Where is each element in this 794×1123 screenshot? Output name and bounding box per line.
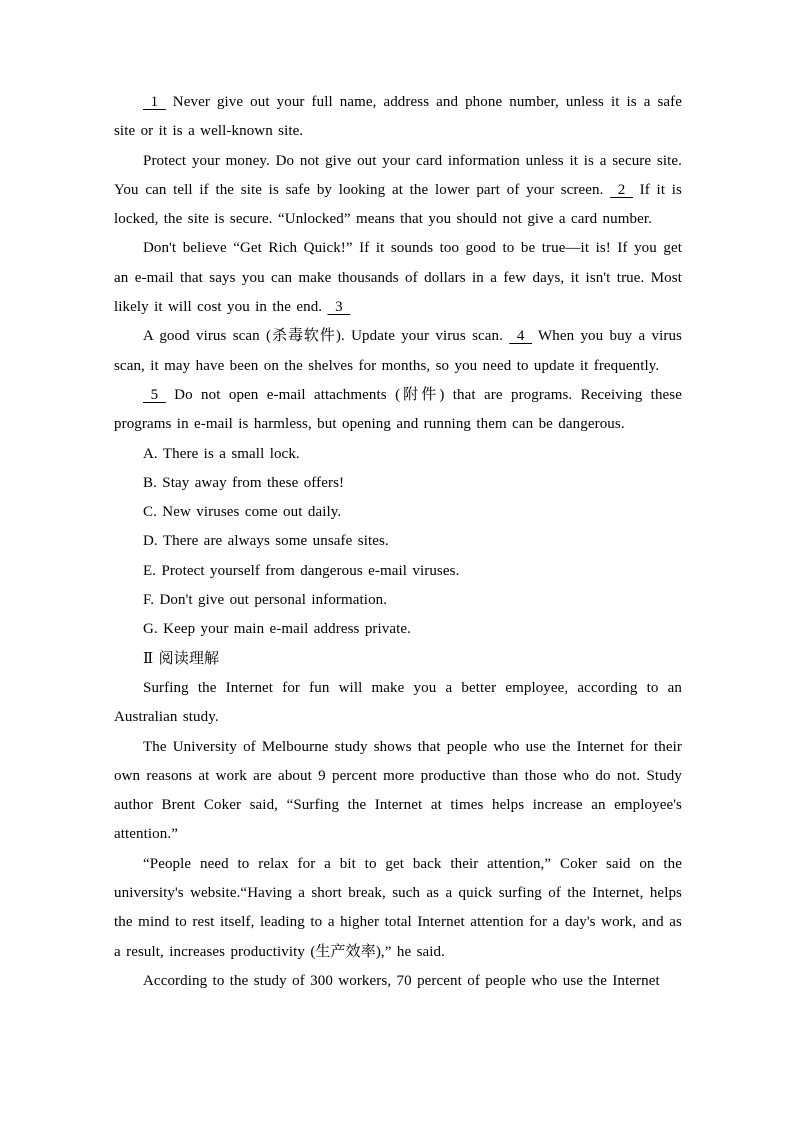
blank-1: 1: [143, 94, 166, 110]
body-paragraph: 1 Never give out your full name, address and phone number, unless it is a safe site or it is a well-known site.: [114, 94, 682, 140]
body-paragraph: A good virus scan (杀毒软件). Update your virus scan. 4 When you buy a virus scan, it may have been on the shelves for months, so you need to update it frequently.: [114, 328, 682, 374]
option-item: G. Keep your main e-mail address private.: [143, 621, 412, 638]
blank-2: 2: [610, 181, 633, 198]
option-item: E. Protect yourself from dangerous e-mail viruses.: [143, 562, 460, 579]
body-paragraph: Don't believe “Get Rich Quick!” If it sounds too good to be true—it is! If you get an e-mail that says you can make thousands of dollars in a few days, it isn't true. Most likely it will cost you in the end. 3: [114, 240, 682, 316]
body-paragraph: Surfing the Internet for fun will make you a better employee, according to an Australian study.: [114, 679, 682, 726]
option-item: D. There are always some unsafe sites.: [143, 533, 389, 550]
option-item: C. New viruses come out daily.: [143, 504, 342, 521]
section-heading: Ⅱ 阅读理解: [143, 650, 220, 667]
blank-5: 5: [143, 386, 166, 403]
option-item: A. There is a small lock.: [143, 445, 300, 462]
option-item: F. Don't give out personal information.: [143, 592, 388, 609]
body-paragraph: The University of Melbourne study shows that people who use the Internet for their own reasons at work are about 9 percent more productive than those who do not. Study author Brent Coker said, “Surfing the Internet at times helps increase an employee's attention.”: [114, 738, 682, 843]
body-paragraph: “People need to relax for a bit to get back their attention,” Coker said on the university's website.“Having a short break, such as a quick surfing of the Internet, helps the mind to rest itself, leading to a higher total Internet attention for a day's work, and as a result, increases productivity (生产效率),” he said.: [114, 855, 682, 960]
blank-3: 3: [327, 299, 351, 316]
blank-4: 4: [509, 328, 533, 345]
body-paragraph: According to the study of 300 workers, 70 percent of people who use the Internet: [143, 972, 660, 989]
body-paragraph: Protect your money. Do not give out your card information unless it is a secure site. You can tell if the site is safe by looking at the lower part of your screen. 2 If it is locked, the site is secure. “Unlocked” means that you should not give a card number.: [114, 152, 682, 228]
body-paragraph: 5 Do not open e-mail attachments (附件) that are programs. Receiving these programs in e-mail is harmless, but opening and running them can be dangerous.: [114, 386, 682, 433]
option-item: B. Stay away from these offers!: [143, 474, 345, 491]
document-body: [114, 88, 682, 996]
